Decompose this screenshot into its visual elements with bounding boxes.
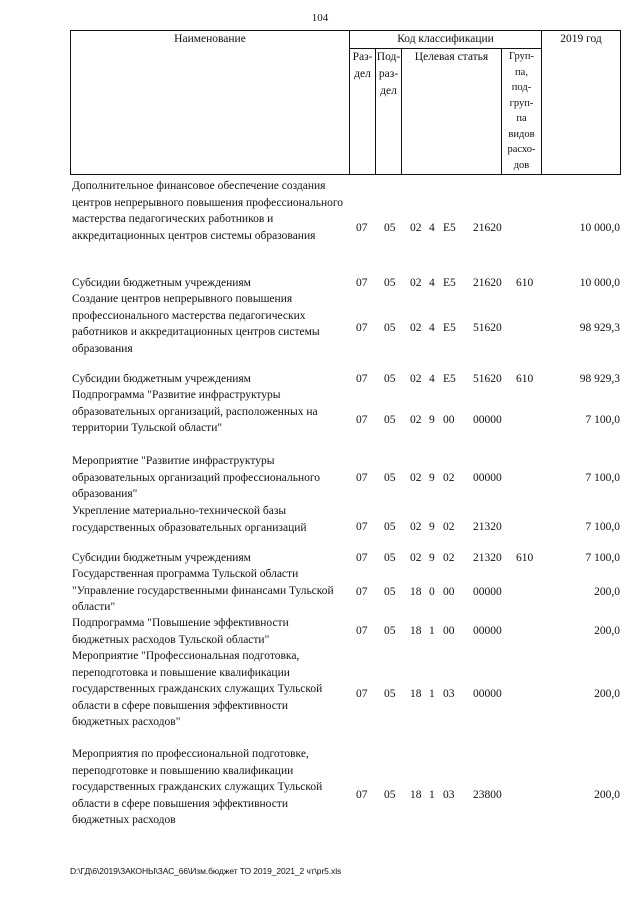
row-codes bbox=[72, 412, 620, 429]
row-subprogram: 9 bbox=[429, 521, 435, 533]
row-name: Создание центров непрерывного повышения профессионального мастерства педагогических работников и аккредитационных центров системы образования bbox=[72, 293, 320, 355]
row-subprogram: 4 bbox=[429, 222, 435, 234]
row-sum: 10 000,0 bbox=[579, 222, 620, 234]
row-program: 02 bbox=[410, 277, 422, 289]
row-direction: 00 bbox=[443, 586, 455, 598]
row-program: 02 bbox=[410, 414, 422, 426]
row-razdel: 07 bbox=[356, 688, 368, 700]
row-article-number: 51620 bbox=[473, 322, 502, 334]
row-codes bbox=[72, 787, 620, 804]
row-razdel: 07 bbox=[356, 277, 368, 289]
row-program: 18 bbox=[410, 789, 422, 801]
row-article-number: 00000 bbox=[473, 472, 502, 484]
row-name: Мероприятие "Профессиональная подготовка, переподготовка и повышение квалификации государственных гражданских служащих Тульской области в сфере повышения эффективности бюджетных расходов" bbox=[72, 650, 323, 729]
row-name: Субсидии бюджетным учреждениям bbox=[72, 277, 251, 289]
row-program: 18 bbox=[410, 586, 422, 598]
row-codes bbox=[72, 220, 620, 237]
row-article-number: 21320 bbox=[473, 552, 502, 564]
row-article-number: 21620 bbox=[473, 222, 502, 234]
row-codes bbox=[72, 623, 620, 640]
row-podrazdel: 05 bbox=[384, 322, 396, 334]
header-code-group: Код классификации bbox=[350, 31, 542, 49]
row-podrazdel: 05 bbox=[384, 789, 396, 801]
row-article-number: 21320 bbox=[473, 521, 502, 533]
row-sum: 7 100,0 bbox=[585, 472, 620, 484]
row-subprogram: 1 bbox=[429, 625, 435, 637]
row-name: Субсидии бюджетным учреждениям bbox=[72, 552, 251, 564]
row-program: 18 bbox=[410, 625, 422, 637]
row-sum: 7 100,0 bbox=[585, 414, 620, 426]
row-subprogram: 4 bbox=[429, 322, 435, 334]
row-razdel: 07 bbox=[356, 789, 368, 801]
row-codes bbox=[72, 550, 620, 567]
row-razdel: 07 bbox=[356, 586, 368, 598]
row-sum: 98 929,3 bbox=[579, 373, 620, 385]
row-codes bbox=[72, 371, 620, 388]
row-article-number: 21620 bbox=[473, 277, 502, 289]
row-subprogram: 9 bbox=[429, 472, 435, 484]
row-podrazdel: 05 bbox=[384, 414, 396, 426]
row-podrazdel: 05 bbox=[384, 277, 396, 289]
row-codes bbox=[72, 686, 620, 703]
row-sum: 7 100,0 bbox=[585, 521, 620, 533]
row-direction: 02 bbox=[443, 552, 455, 564]
row-direction: 03 bbox=[443, 688, 455, 700]
row-name: Государственная программа Тульской области "Управление государственными финансами Тульской области" bbox=[72, 568, 334, 614]
row-name: Подпрограмма "Развитие инфраструктуры образовательных организаций, расположенных на территории Тульской области" bbox=[72, 389, 318, 435]
row-codes bbox=[72, 470, 620, 487]
row-razdel: 07 bbox=[356, 322, 368, 334]
row-program: 02 bbox=[410, 472, 422, 484]
row-article-number: 00000 bbox=[473, 414, 502, 426]
row-podrazdel: 05 bbox=[384, 625, 396, 637]
row-name: Укрепление материально-технической базы государственных образовательных организаций bbox=[72, 505, 307, 534]
row-name: Дополнительное финансовое обеспечение создания центров непрерывного повышения профессионального мастерства педагогических работников и аккредитационных центров системы образования bbox=[72, 180, 344, 242]
row-subprogram: 9 bbox=[429, 552, 435, 564]
row-program: 02 bbox=[410, 373, 422, 385]
page-number: 104 bbox=[311, 12, 329, 24]
row-article-number: 23800 bbox=[473, 789, 502, 801]
row-razdel: 07 bbox=[356, 373, 368, 385]
row-program: 18 bbox=[410, 688, 422, 700]
row-direction: E5 bbox=[443, 373, 456, 385]
row-article-number: 00000 bbox=[473, 625, 502, 637]
row-podrazdel: 05 bbox=[384, 521, 396, 533]
row-codes bbox=[72, 320, 620, 337]
row-direction: E5 bbox=[443, 277, 456, 289]
header-razdel: Раз- дел bbox=[350, 49, 376, 175]
row-razdel: 07 bbox=[356, 552, 368, 564]
row-codes bbox=[72, 519, 620, 536]
row-article-number: 51620 bbox=[473, 373, 502, 385]
row-direction: 03 bbox=[443, 789, 455, 801]
row-codes bbox=[72, 584, 620, 601]
row-expense-type: 610 bbox=[516, 277, 534, 289]
row-sum: 200,0 bbox=[594, 789, 620, 801]
row-sum: 98 929,3 bbox=[579, 322, 620, 334]
row-article-number: 00000 bbox=[473, 586, 502, 598]
header-vid: Груп- па, под- груп- па видов расхо- дов bbox=[502, 49, 542, 175]
row-razdel: 07 bbox=[356, 414, 368, 426]
row-subprogram: 9 bbox=[429, 414, 435, 426]
row-sum: 200,0 bbox=[594, 625, 620, 637]
header-podrazdel: Под- раз- дел bbox=[376, 49, 402, 175]
row-razdel: 07 bbox=[356, 521, 368, 533]
row-direction: 00 bbox=[443, 414, 455, 426]
row-program: 02 bbox=[410, 322, 422, 334]
row-subprogram: 0 bbox=[429, 586, 435, 598]
row-expense-type: 610 bbox=[516, 552, 534, 564]
row-subprogram: 4 bbox=[429, 373, 435, 385]
row-name: Субсидии бюджетным учреждениям bbox=[72, 373, 251, 385]
row-direction: 02 bbox=[443, 521, 455, 533]
file-path-footer: D:\ГД\6\2019\ЗАКОНЫ\ЗАС_66\Изм.бюджет ТО 2019_2021_2 чт\pr5.xls bbox=[70, 866, 342, 876]
row-direction: 02 bbox=[443, 472, 455, 484]
row-sum: 10 000,0 bbox=[579, 277, 620, 289]
header-name: Наименование bbox=[71, 31, 350, 175]
row-direction: 00 bbox=[443, 625, 455, 637]
row-razdel: 07 bbox=[356, 222, 368, 234]
row-sum: 200,0 bbox=[594, 586, 620, 598]
table-header bbox=[70, 30, 621, 175]
row-program: 02 bbox=[410, 222, 422, 234]
header-target: Целевая статья bbox=[402, 49, 502, 175]
row-name: Подпрограмма "Повышение эффективности бюджетных расходов Тульской области" bbox=[72, 617, 289, 646]
row-subprogram: 4 bbox=[429, 277, 435, 289]
row-subprogram: 1 bbox=[429, 688, 435, 700]
row-podrazdel: 05 bbox=[384, 586, 396, 598]
row-podrazdel: 05 bbox=[384, 688, 396, 700]
row-codes bbox=[72, 275, 620, 292]
row-direction: E5 bbox=[443, 222, 456, 234]
row-article-number: 00000 bbox=[473, 688, 502, 700]
row-sum: 7 100,0 bbox=[585, 552, 620, 564]
row-razdel: 07 bbox=[356, 625, 368, 637]
row-expense-type: 610 bbox=[516, 373, 534, 385]
row-podrazdel: 05 bbox=[384, 472, 396, 484]
row-name: Мероприятия по профессиональной подготовке, переподготовке и повышению квалификации государственных гражданских служащих Тульской области в сфере повышения эффективности бюджетных расходов bbox=[72, 748, 323, 827]
row-sum: 200,0 bbox=[594, 688, 620, 700]
row-podrazdel: 05 bbox=[384, 222, 396, 234]
row-program: 02 bbox=[410, 552, 422, 564]
row-program: 02 bbox=[410, 521, 422, 533]
row-subprogram: 1 bbox=[429, 789, 435, 801]
row-podrazdel: 05 bbox=[384, 373, 396, 385]
row-razdel: 07 bbox=[356, 472, 368, 484]
row-direction: E5 bbox=[443, 322, 456, 334]
header-year: 2019 год bbox=[542, 31, 621, 175]
row-podrazdel: 05 bbox=[384, 552, 396, 564]
row-name: Мероприятие "Развитие инфраструктуры образовательных организаций профессионального образования" bbox=[72, 455, 321, 501]
